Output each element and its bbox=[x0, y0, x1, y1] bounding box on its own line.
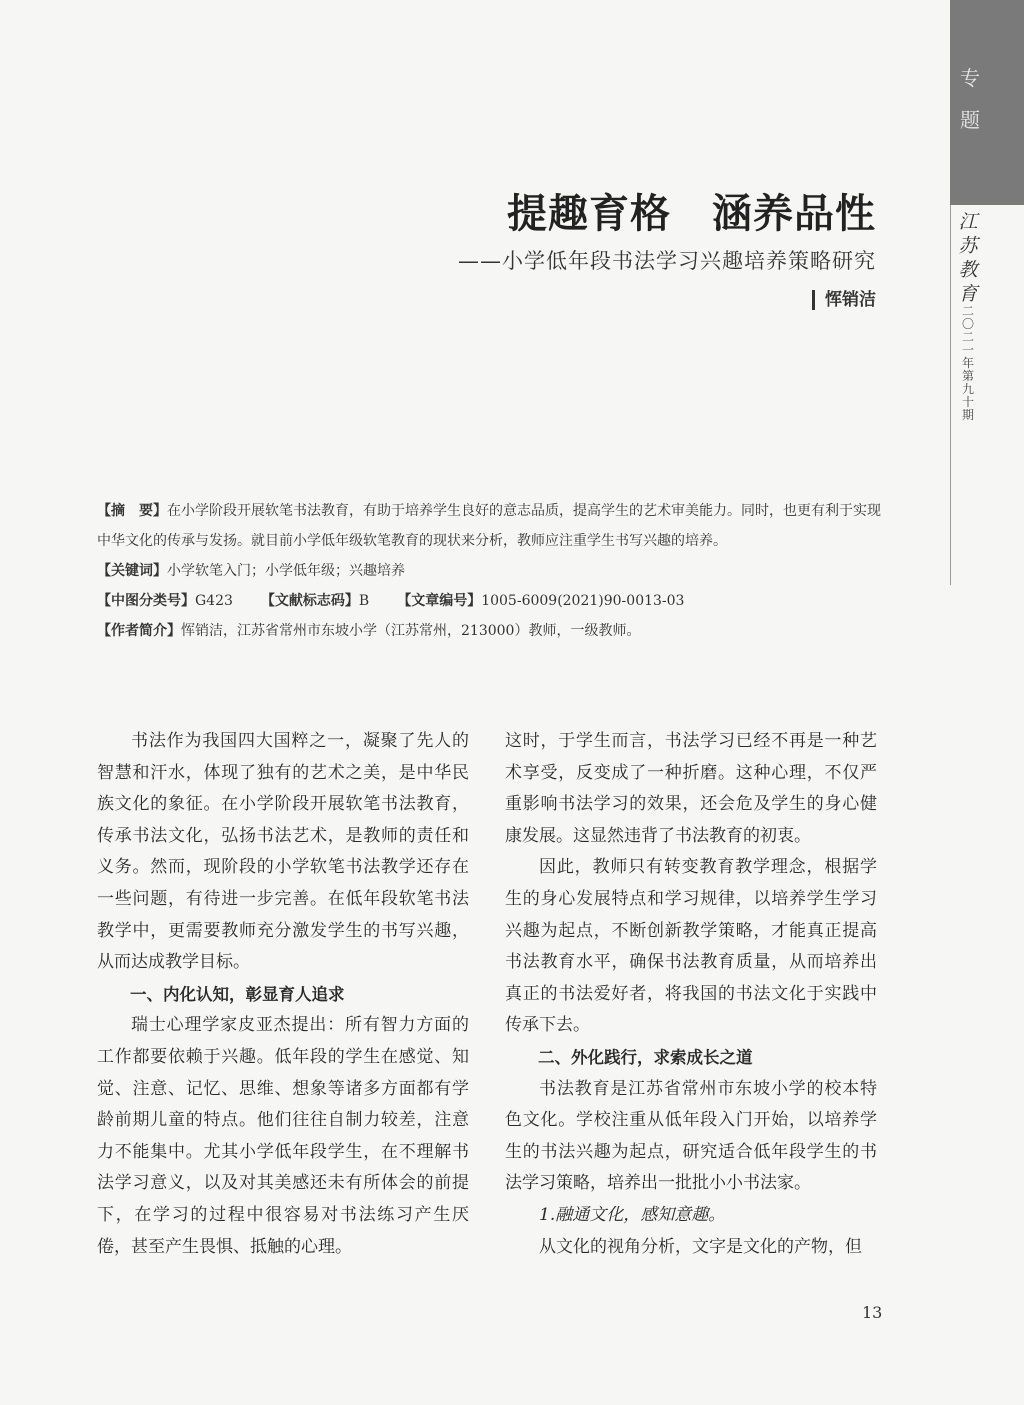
section-tab-char-1: 专 bbox=[960, 66, 980, 90]
classification-codes bbox=[97, 586, 883, 616]
article-subtitle: ——小学低年段书法学习兴趣培养策略研究 bbox=[458, 249, 876, 273]
subsection-heading: 1.融通文化，感知意趣。 bbox=[539, 1204, 726, 1225]
doc-code-label: 【文献标志码】 bbox=[260, 593, 359, 609]
keywords bbox=[97, 556, 883, 586]
page-number: 13 bbox=[862, 1303, 883, 1322]
article-number-value: 1005-6009(2021)90-0013-03 bbox=[481, 593, 685, 609]
article-title: 提趣育格 涵养品性 bbox=[507, 191, 876, 237]
body-paragraph: 这时，于学生而言，书法学习已经不再是一种艺术享受，反变成了一种折磨。这种心理，不仅严重影响书法学习的效果，还会危及学生的身心健康发展。这显然违背了书法教育的初衷。 bbox=[505, 731, 877, 846]
section-tab-char-2: 题 bbox=[960, 108, 980, 132]
section-heading: 二、外化践行，求索成长之道 bbox=[538, 1047, 753, 1067]
body-paragraph: 书法作为我国四大国粹之一，凝聚了先人的智慧和汗水，体现了独有的艺术之美，是中华民族文化的象征。在小学阶段开展软笔书法教育，传承书法文化，弘扬书法艺术，是教师的责任和义务。然而，现阶段的小学软笔书法教学还存在一些问题，有待进一步完善。在低年段软笔书法教学中，更需要教师充分激发学生的书写兴趣，从而达成教学目标。 bbox=[97, 731, 469, 973]
article-meta bbox=[97, 496, 883, 646]
margin-rule bbox=[950, 205, 951, 585]
body-paragraph: 瑞士心理学家皮亚杰提出：所有智力方面的工作都要依赖于兴趣。低年段的学生在感觉、知觉、注意、记忆、思维、想象等诸多方面都有学龄前期儿童的特点。他们往往自制力较差，注意力不能集中。尤其小学低年段学生，在不理解书法学习意义，以及对其美感还未有所体会的前提下，在学习的过程中很容易对书法练习产生厌倦，甚至产生畏惧、抵触的心理。 bbox=[97, 1015, 469, 1257]
keywords-text: 小学软笔入门；小学低年级；兴趣培养 bbox=[167, 563, 405, 579]
body-paragraph: 从文化的视角分析，文字是文化的产物，但 bbox=[539, 1236, 862, 1257]
section-tab bbox=[950, 0, 1024, 205]
author-bio bbox=[97, 616, 883, 646]
abstract-text: 在小学阶段开展软笔书法教育，有助于培养学生良好的意志品质，提高学生的艺术审美能力。同时，也更有利于实现中华文化的传承与发扬。就目前小学低年级软笔教育的现状来分析，教师应注重学生书写兴趣的培养。 bbox=[97, 503, 881, 549]
article-number-label: 【文章编号】 bbox=[397, 593, 482, 609]
body-column-right bbox=[505, 726, 877, 1263]
article-author: 恽销洁 bbox=[812, 290, 876, 310]
doc-code-value: B bbox=[358, 593, 370, 609]
journal-name: 江苏教育 bbox=[958, 211, 978, 305]
clc-value: G423 bbox=[195, 593, 233, 609]
keywords-label: 【关键词】 bbox=[97, 563, 167, 579]
body-paragraph: 书法教育是江苏省常州市东坡小学的校本特色文化。学校注重从低年段入门开始，以培养学生的书法兴趣为起点，研究适合低年段学生的书法学习策略，培养出一批批小小书法家。 bbox=[505, 1078, 877, 1194]
body-paragraph: 因此，教师只有转变教育教学理念，根据学生的身心发展特点和学习规律，以培养学生学习兴趣为起点，不断创新教学策略，才能真正提高书法教育水平，确保书法教育质量，从而培养出真正的书法爱好者，将我国的书法文化于实践中传承下去。 bbox=[505, 857, 877, 1036]
clc-label: 【中图分类号】 bbox=[97, 593, 195, 609]
author-bio-text: 恽销洁，江苏省常州市东坡小学（江苏常州，213000）教师，一级教师。 bbox=[181, 623, 641, 639]
abstract bbox=[97, 496, 883, 556]
abstract-label: 【摘 要】 bbox=[97, 503, 167, 519]
body-column-left bbox=[97, 726, 469, 1263]
journal-issue: 二〇二一年第九十期 bbox=[961, 304, 974, 422]
author-bio-label: 【作者简介】 bbox=[97, 623, 181, 639]
section-heading: 一、内化认知，彰显育人追求 bbox=[130, 984, 345, 1004]
